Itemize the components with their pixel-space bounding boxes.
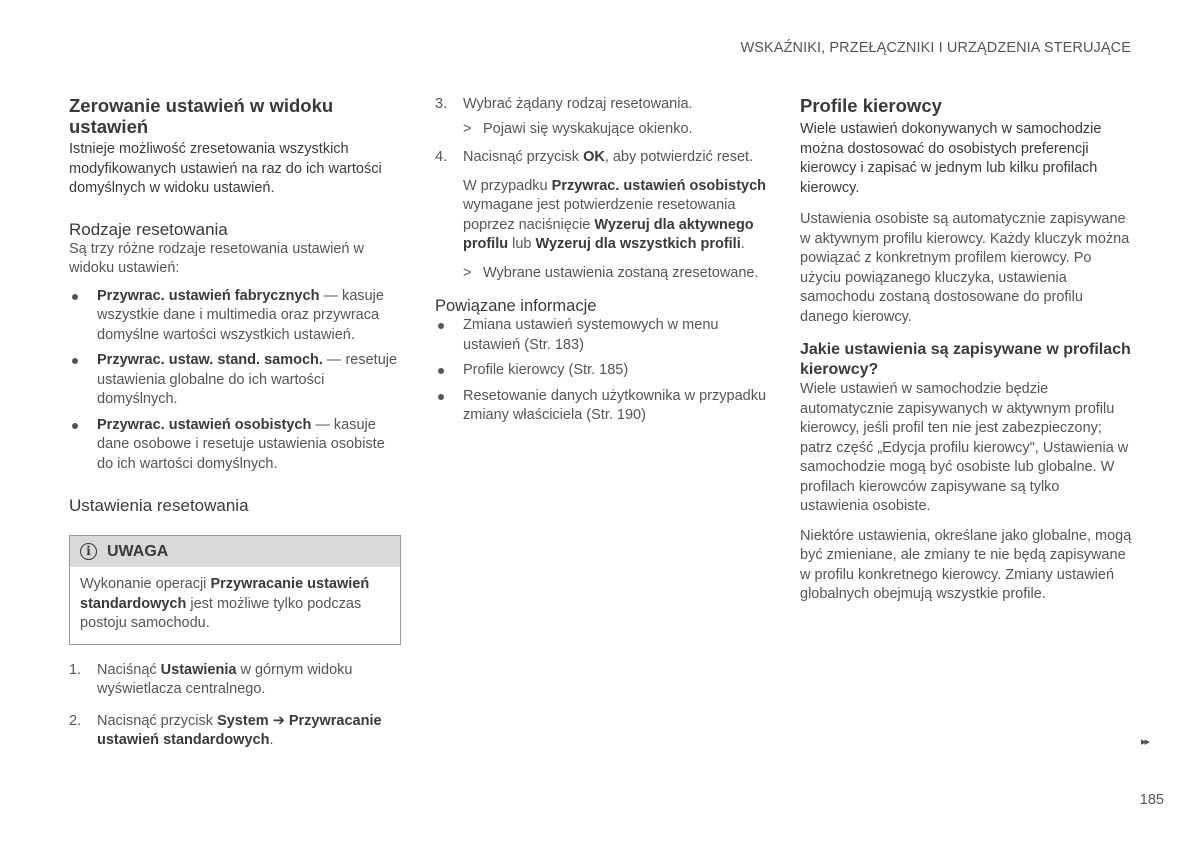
reset-steps bbox=[69, 661, 401, 751]
running-header: WSKAŹNIKI, PRZEŁĄCZNIKI I URZĄDZENIA STERUJĄCE bbox=[740, 40, 1131, 56]
step-item: 4. Nacisnąć przycisk OK, aby potwierdzić reset. bbox=[435, 149, 754, 165]
list-item: Przywrac. ustaw. stand. samoch. — resetuje ustawienia globalne do ich wartości domyślnych. bbox=[69, 351, 401, 410]
reset-types-text: Są trzy różne rodzaje resetowania ustawień w widoku ustawień: bbox=[69, 240, 364, 276]
note-label: UWAGA bbox=[107, 542, 169, 560]
list-item: Przywrac. ustawień osobistych — kasuje dane osobowe i resetuje ustawienia osobiste do ich wartości domyślnych. bbox=[69, 416, 401, 475]
related-list bbox=[435, 316, 767, 426]
step-item: 2. Nacisnąć przycisk System ➔ Przywracanie ustawień standardowych. bbox=[69, 712, 382, 748]
note-body: Wykonanie operacji Przywracanie ustawień standardowych jest możliwe tylko podczas postoju samochodu. bbox=[80, 576, 370, 631]
column-middle bbox=[435, 95, 767, 426]
reset-intro: Istnieje możliwość zresetowania wszystkich modyfikowanych ustawień na raz do ich wartości domyślnych w widoku ustawień. bbox=[69, 141, 382, 196]
list-item: Przywrac. ustawień fabrycznych — kasuje wszystkie dane i multimedia oraz przywraca domyślne wartości wszystkich ustawień. bbox=[69, 287, 401, 346]
step4-detail: W przypadku Przywrac. ustawień osobistych wymagane jest potwierdzenie resetowania poprzez naciśnięcie Wyzeruj dla aktywnego profilu lub Wyzeruj dla wszystkich profili. bbox=[463, 177, 767, 252]
profiles-paragraph-3: Niektóre ustawienia, określane jako globalne, mogą być zmieniane, ale zmiany te nie będą zapisywane w profilu konkretnego kierowcy. Zmiany ustawień globalnych obejmują wszystkie profile. bbox=[800, 527, 1132, 602]
related-link[interactable]: Profile kierowcy (Str. 185) bbox=[435, 361, 767, 381]
profiles-paragraph-2: Wiele ustawień w samochodzie będzie automatycznie zapisywanych w aktywnym profilu kierowcy, jeśli profil ten nie jest zabezpieczony; patrz część „Edycja profilu kierowcy", Ustawienia w samochodzie mogą być osobiste lub globalne. W profilach kierowców zapisywane są tylko ustawienia osobiste. bbox=[800, 381, 1129, 514]
step-item: 3. Wybrać żądany rodzaj resetowania. bbox=[435, 96, 693, 112]
continue-arrows-icon: ▸▸ bbox=[1140, 736, 1148, 748]
section-heading-reset: Zerowanie ustawień w widoku ustawień bbox=[69, 95, 334, 137]
column-left bbox=[69, 95, 401, 751]
info-icon: i bbox=[80, 543, 97, 560]
step-item: 1. Naciśnąć Ustawienia w górnym widoku wyświetlacza centralnego. bbox=[69, 661, 353, 697]
arrow-right-icon: ➔ bbox=[272, 712, 285, 729]
reset-settings-heading: Ustawienia resetowania bbox=[69, 496, 249, 515]
step-result: > Pojawi się wyskakujące okienko. bbox=[463, 120, 693, 137]
profiles-subheading: Jakie ustawienia są zapisywane w profilach kierowcy? bbox=[800, 341, 1131, 378]
related-link[interactable]: Zmiana ustawień systemowych w menu ustawień (Str. 183) bbox=[435, 316, 767, 355]
column-right bbox=[800, 95, 1132, 605]
related-heading: Powiązane informacje bbox=[435, 297, 597, 315]
reset-steps-continued bbox=[435, 95, 767, 115]
profiles-paragraph-1: Ustawienia osobiste są automatycznie zapisywane w aktywnym profilu kierowcy. Każdy kluczyk można powiązać z konkretnym profilem kierowcy. Po użyciu powiązanego kluczyka, ustawienia samochodu zostaną dostosowane do profilu danego kierowcy. bbox=[800, 211, 1130, 325]
reset-types-list bbox=[69, 287, 401, 475]
note-box bbox=[69, 535, 401, 645]
note-header bbox=[70, 536, 400, 567]
page-number: 185 bbox=[1139, 792, 1164, 808]
related-link[interactable]: Resetowanie danych użytkownika w przypadku zmiany właściciela (Str. 190) bbox=[435, 387, 767, 426]
profiles-intro: Wiele ustawień dokonywanych w samochodzie można dostosować do osobistych preferencji kierowcy i zapisać w jednym lub kilku profilach kierowcy. bbox=[800, 121, 1102, 196]
step-result: > Wybrane ustawienia zostaną zresetowane. bbox=[463, 264, 759, 281]
section-heading-profiles: Profile kierowcy bbox=[800, 95, 942, 116]
reset-types-heading: Rodzaje resetowania bbox=[69, 219, 228, 239]
